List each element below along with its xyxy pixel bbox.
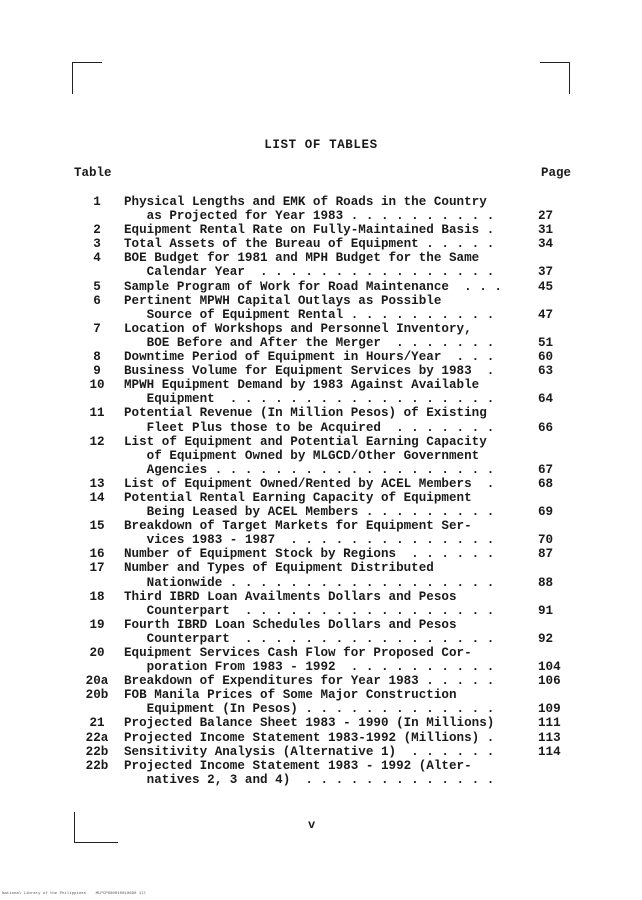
- toc-entry-page: 88: [538, 575, 554, 590]
- toc-entry-title-line: Counterpart . . . . . . . . . . . . . . . . .: [124, 631, 495, 646]
- toc-entry-title: [124, 280, 538, 294]
- toc-entry-page: 37: [538, 265, 554, 280]
- toc-entry-number: 12: [89, 434, 105, 449]
- toc-entry-title-line: Fourth IBRD Loan Schedules Dollars and Pesos: [124, 617, 457, 632]
- toc-entry-title-line: Projected Balance Sheet 1983 - 1990 (In Millions): [124, 716, 495, 731]
- toc-entry-title: [124, 350, 538, 364]
- toc-entry-title: [124, 195, 538, 223]
- toc-entry-title-line: Business Volume for Equipment Services by 1983 .: [124, 364, 495, 379]
- toc-entry: [70, 280, 590, 294]
- toc-entry-title-line: Counterpart . . . . . . . . . . . . . . . . .: [124, 603, 495, 618]
- column-header-table: Table: [74, 166, 112, 180]
- corner-mark-top-left: [72, 62, 102, 63]
- toc-entry-title-line: Number and Types of Equipment Distributed: [124, 561, 434, 576]
- toc-entry-title-line: Being Leased by ACEL Members . . . . . . . . .: [124, 505, 495, 520]
- toc-entry-page: 69: [538, 505, 554, 520]
- page-number: v: [308, 818, 316, 832]
- toc-entry-page: 113: [538, 730, 561, 745]
- toc-entry-title-line: Pertinent MPWH Capital Outlays as Possible: [124, 293, 442, 308]
- toc-entry-title-line: Agencies . . . . . . . . . . . . . . . . . . .: [124, 462, 495, 477]
- toc-entry-title-line: Physical Lengths and EMK of Roads in the Country: [124, 195, 487, 209]
- toc-entry-number: 16: [89, 547, 105, 562]
- toc-entry-title-line: Equipment (In Pesos) . . . . . . . . . . . . .: [124, 702, 495, 717]
- toc-entry-title: [124, 618, 538, 646]
- toc-entry-title: [124, 477, 538, 491]
- toc-entry-page: 111: [538, 716, 561, 731]
- toc-entry-page: 60: [538, 350, 554, 365]
- toc-entry-number: 19: [89, 617, 105, 632]
- toc-entry-number: 3: [93, 237, 101, 252]
- toc-entry-number: 13: [89, 476, 105, 491]
- toc-entry-title: [124, 378, 538, 406]
- toc-entry-title: [124, 237, 538, 251]
- toc-entry-number: 20b: [85, 688, 109, 703]
- toc-entry: [70, 561, 590, 589]
- toc-entry-title-line: Sensitivity Analysis (Alternative 1) . . . . . .: [124, 744, 495, 759]
- toc-entry-number: 6: [93, 293, 101, 308]
- toc-entry: [70, 519, 590, 547]
- toc-entry: [70, 547, 590, 561]
- toc-entry-number: 22a: [85, 730, 109, 745]
- toc-entry-title-line: List of Equipment Owned/Rented by ACEL Members .: [124, 476, 495, 491]
- toc-entry-title-line: Third IBRD Loan Availments Dollars and Pesos: [124, 589, 457, 604]
- toc-entry: [70, 674, 590, 688]
- toc-entry-number: 10: [89, 378, 105, 393]
- toc-entry-title-line: BOE Budget for 1981 and MPH Budget for the Same: [124, 251, 480, 266]
- toc-entry-number: 7: [93, 321, 101, 336]
- toc-entry: [70, 378, 590, 406]
- toc-entry-title-line: Fleet Plus those to be Acquired . . . . . . .: [124, 420, 495, 435]
- toc-entry-title-line: Downtime Period of Equipment in Hours/Year . . .: [124, 350, 495, 365]
- toc-entry-title-line: Potential Revenue (In Million Pesos) of Existing: [124, 406, 487, 421]
- toc-entry-number: 15: [89, 519, 105, 534]
- toc-entry-title-line: Nationwide . . . . . . . . . . . . . . . . . .: [124, 575, 495, 590]
- toc-entry-page: 91: [538, 603, 554, 618]
- toc-entry-title: [124, 674, 538, 688]
- toc-entry-title-line: as Projected for Year 1983 . . . . . . . . . .: [124, 209, 495, 224]
- toc-entry-title: [124, 745, 538, 759]
- toc-entry-number: 2: [93, 223, 101, 238]
- toc-entry-page: 64: [538, 392, 554, 407]
- toc-entry-number: 8: [93, 350, 101, 365]
- toc-entry-title-line: Source of Equipment Rental . . . . . . . . . .: [124, 307, 495, 322]
- toc-entry-page: 92: [538, 631, 554, 646]
- toc-entry-title: [124, 688, 538, 716]
- toc-entry: [70, 688, 590, 716]
- toc-entry-number: 22b: [85, 744, 109, 759]
- toc-entry: [70, 716, 590, 730]
- toc-entry-title: [124, 294, 538, 322]
- toc-entry-page: 104: [538, 660, 561, 675]
- toc-entry: [70, 435, 590, 477]
- toc-entry-title-line: Breakdown of Expenditures for Year 1983 . . . . .: [124, 674, 495, 689]
- toc-entry-title-line: Projected Income Statement 1983-1992 (Millions) .: [124, 730, 495, 745]
- toc-entry-number: 14: [89, 490, 105, 505]
- toc-entry-title: [124, 759, 538, 787]
- toc-entry-number: 18: [89, 589, 105, 604]
- column-header-page: Page: [541, 166, 572, 180]
- page-title: LIST OF TABLES: [264, 138, 378, 152]
- toc-entry-title: [124, 716, 538, 730]
- toc-entry-title-line: Total Assets of the Bureau of Equipment . . . . .: [124, 237, 495, 252]
- toc-entry-title: [124, 519, 538, 547]
- toc-entry-number: 20: [89, 646, 105, 660]
- toc-entry: [70, 350, 590, 364]
- toc-entry-title-line: Projected Income Statement 1983 - 1992 (Alter-: [124, 758, 472, 773]
- toc-entry-title-line: Sample Program of Work for Road Maintenance . . .: [124, 279, 502, 294]
- toc-entry-page: 63: [538, 364, 554, 379]
- table-list: [70, 195, 590, 787]
- toc-entry-page: 68: [538, 476, 554, 491]
- toc-entry-title-line: MPWH Equipment Demand by 1983 Against Available: [124, 378, 480, 393]
- toc-entry-page: 109: [538, 702, 561, 717]
- toc-entry: [70, 223, 590, 237]
- toc-entry-page: 87: [538, 547, 554, 562]
- corner-mark-top-right-vertical: [569, 62, 570, 94]
- toc-entry: [70, 745, 590, 759]
- toc-entry-page: 45: [538, 279, 554, 294]
- toc-entry: [70, 237, 590, 251]
- toc-entry: [70, 731, 590, 745]
- toc-entry-title-line: Equipment Services Cash Flow for Proposed Cor-: [124, 646, 472, 660]
- toc-entry-title-line: Calendar Year . . . . . . . . . . . . . . . .: [124, 265, 495, 280]
- toc-entry-number: 22b: [85, 758, 109, 773]
- toc-entry-page: 114: [538, 744, 561, 759]
- toc-entry: [70, 477, 590, 491]
- toc-entry-title-line: Equipment . . . . . . . . . . . . . . . . . .: [124, 392, 495, 407]
- toc-entry-title-line: Location of Workshops and Personnel Inventory,: [124, 321, 472, 336]
- toc-entry-page: 27: [538, 209, 554, 224]
- toc-entry-title-line: vices 1983 - 1987 . . . . . . . . . . . . . .: [124, 533, 495, 548]
- scan-footer-tag: National Library of the Philippines MLPCP000010010690 1ll: [2, 892, 147, 896]
- toc-entry-page: 51: [538, 335, 554, 350]
- toc-entry-page: 106: [538, 674, 561, 689]
- toc-entry-title-line: BOE Before and After the Merger . . . . . . .: [124, 335, 495, 350]
- toc-entry-title-line: Potential Rental Earning Capacity of Equipment: [124, 490, 472, 505]
- toc-entry: [70, 364, 590, 378]
- toc-entry-title-line: Breakdown of Target Markets for Equipment Ser-: [124, 519, 472, 534]
- toc-entry-page: 31: [538, 223, 554, 238]
- toc-entry-title: [124, 251, 538, 279]
- toc-entry-number: 1: [93, 195, 101, 209]
- toc-entry: [70, 646, 590, 674]
- toc-entry-page: 34: [538, 237, 554, 252]
- toc-entry-title: [124, 590, 538, 618]
- toc-entry: [70, 491, 590, 519]
- toc-entry-title: [124, 731, 538, 745]
- toc-entry-page: 70: [538, 533, 554, 548]
- toc-entry-title: [124, 561, 538, 589]
- toc-entry: [70, 322, 590, 350]
- toc-entry-title: [124, 223, 538, 237]
- corner-mark-bottom-left: [74, 842, 118, 843]
- toc-entry-number: 4: [93, 251, 101, 266]
- toc-entry-number: 11: [89, 406, 105, 421]
- toc-entry-title-line: FOB Manila Prices of Some Major Construction: [124, 688, 457, 703]
- toc-entry-number: 17: [89, 561, 105, 576]
- toc-entry-number: 5: [93, 279, 101, 294]
- toc-entry-title: [124, 646, 538, 674]
- toc-entry: [70, 195, 590, 223]
- toc-entry-number: 21: [89, 716, 105, 731]
- corner-mark-top-left-vertical: [72, 62, 73, 94]
- toc-entry-title: [124, 491, 538, 519]
- toc-entry-title: [124, 547, 538, 561]
- toc-entry-title-line: Equipment Rental Rate on Fully-Maintained Basis .: [124, 223, 495, 238]
- corner-mark-top-right: [540, 62, 570, 63]
- toc-entry: [70, 294, 590, 322]
- toc-entry-title-line: List of Equipment and Potential Earning Capacity: [124, 434, 487, 449]
- toc-entry-number: 20a: [85, 674, 109, 689]
- toc-entry-title-line: natives 2, 3 and 4) . . . . . . . . . . . . .: [124, 772, 495, 787]
- toc-entry: [70, 251, 590, 279]
- toc-entry-title-line: Number of Equipment Stock by Regions . . . . . .: [124, 547, 495, 562]
- toc-entry-title-line: of Equipment Owned by MLGCD/Other Government: [124, 448, 480, 463]
- toc-entry: [70, 759, 590, 787]
- toc-entry-title: [124, 406, 538, 434]
- toc-entry-number: 9: [93, 364, 101, 379]
- toc-entry-page: 67: [538, 462, 554, 477]
- toc-entry-page: 66: [538, 420, 554, 435]
- toc-entry: [70, 618, 590, 646]
- corner-mark-bottom-left-vertical: [74, 812, 75, 842]
- toc-entry: [70, 406, 590, 434]
- toc-entry: [70, 590, 590, 618]
- toc-entry-title: [124, 322, 538, 350]
- toc-entry-title: [124, 364, 538, 378]
- toc-entry-title-line: poration From 1983 - 1992 . . . . . . . . . .: [124, 660, 495, 675]
- toc-entry-title: [124, 435, 538, 477]
- toc-entry-page: 47: [538, 307, 554, 322]
